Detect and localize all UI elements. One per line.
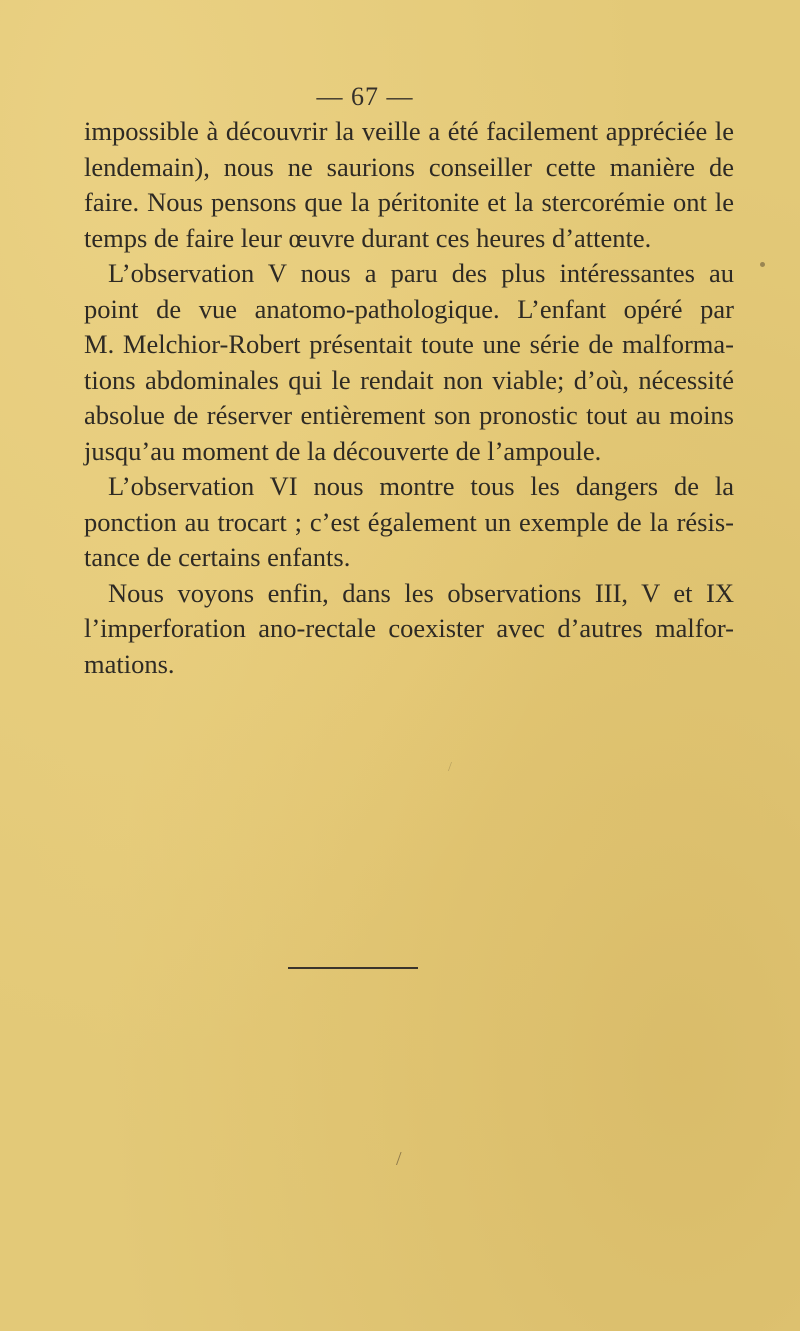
ink-spot — [760, 262, 765, 267]
text-line: L’observation VI nous montre tous les dangers de la — [108, 471, 734, 501]
body-text — [84, 114, 734, 682]
page-number: — 67 — — [316, 82, 414, 111]
paragraph — [84, 256, 734, 469]
paragraph — [84, 576, 734, 683]
text-line: jusqu’au moment de la découverte de l’ampoule. — [84, 435, 602, 466]
paragraph — [84, 114, 734, 256]
text-line: tance de certains enfants. — [84, 542, 351, 572]
stray-mark: / — [448, 760, 452, 775]
stray-mark: / — [396, 1148, 402, 1170]
text-line: l’imperforation ano-rectale coexister avec d’autres malfor- — [84, 613, 734, 643]
text-line: impossible à découvrir la veille a été facilement appréciée le — [84, 116, 734, 146]
section-divider-rule — [288, 967, 418, 969]
paragraph — [84, 469, 734, 576]
text-line: faire. Nous pensons que la péritonite et la stercorémie ont le — [84, 187, 734, 217]
text-line: tions abdominales qui le rendait non viable; d’où, nécessité — [84, 364, 734, 395]
text-line: absolue de réserver entièrement son pronostic tout au moins — [84, 400, 734, 430]
text-line: point de vue anatomo-pathologique. L’enfant opéré par — [84, 293, 734, 324]
text-line: M. Melchior-Robert présentait toute une série de malforma- — [84, 329, 734, 359]
text-line: temps de faire leur œuvre durant ces heures d’attente. — [84, 222, 652, 253]
text-line: Nous voyons enfin, dans les observations III, V et IX — [108, 577, 734, 608]
text-line: lendemain), nous ne saurions conseiller cette manière de — [84, 151, 734, 182]
text-line: L’observation V nous a paru des plus intéressantes au — [108, 258, 734, 288]
text-line: mations. — [84, 648, 175, 679]
text-line: ponction au trocart ; c’est également un exemple de la résis- — [84, 506, 734, 537]
